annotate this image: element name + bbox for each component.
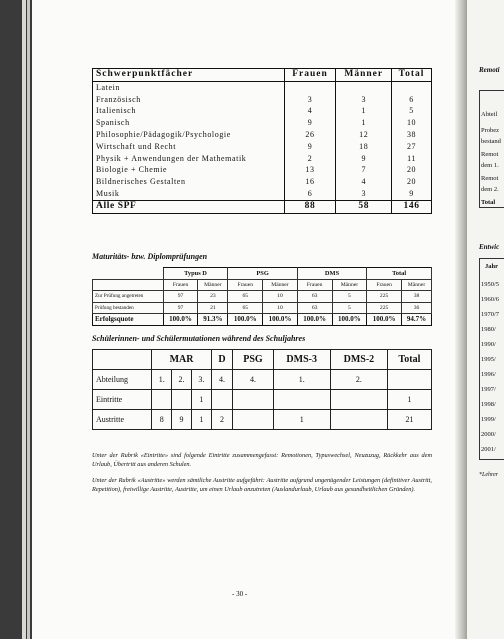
men-count: 7 [336, 164, 392, 176]
gender-header: Frauen [367, 279, 402, 291]
exam-cell: 225 [367, 291, 402, 303]
austritte-cell: 8 [152, 410, 172, 430]
quote-cell: 94.7% [401, 314, 431, 326]
right-row-label: dem 1. [481, 162, 499, 169]
abteilung-label: Abteilung [93, 370, 152, 390]
head-dms3: DMS-3 [273, 350, 330, 370]
eintritte-cell [152, 390, 172, 410]
women-count: 9 [284, 141, 336, 153]
exams-sub-row [93, 279, 432, 291]
total-row [93, 200, 432, 213]
total-count: 20 [392, 176, 432, 188]
header-subject: Schwerpunktfächer [93, 69, 285, 82]
subject-row [93, 117, 432, 129]
exam-cell: 5 [332, 302, 367, 314]
total-count: 20 [392, 164, 432, 176]
header-total: Total [392, 69, 432, 82]
right-year: 1997/ [481, 386, 496, 393]
group-typus-d: Typus D [163, 268, 228, 280]
right-row-label: dem 2. [481, 186, 499, 193]
subject-name: Wirtschaft und Recht [96, 141, 177, 151]
austritte-cell: 1 [273, 410, 330, 430]
corner-cell [93, 279, 164, 291]
subject-name: Philosophie/Pädagogik/Psychologie [96, 129, 231, 139]
women-count: 26 [284, 129, 336, 141]
total-count [392, 81, 432, 93]
total-count: 38 [392, 129, 432, 141]
mutations-head-row [93, 350, 432, 370]
right-row-label: Remot [481, 175, 499, 182]
exam-cell: 38 [401, 291, 431, 303]
men-count: 3 [336, 188, 392, 200]
right-year: 1995/ [481, 356, 496, 363]
subject-row [93, 105, 432, 117]
abteilung-row [93, 370, 432, 390]
right-row-label: bestand [481, 138, 501, 145]
women-count [284, 81, 336, 93]
total-count: 10 [392, 117, 432, 129]
eintritte-cell [273, 390, 330, 410]
women-count: 4 [284, 105, 336, 117]
subject-row [93, 176, 432, 188]
subject-row [93, 188, 432, 200]
austritte-cell [233, 410, 273, 430]
men-count: 1 [336, 117, 392, 129]
exam-cell: 36 [401, 302, 431, 314]
exams-caption: Maturitäts- bzw. Diplomprüfungen [92, 252, 208, 261]
subject-name: Französisch [96, 94, 141, 104]
exam-cell: 63 [297, 291, 332, 303]
abteilung-cell: 4. [233, 370, 273, 390]
eintritte-cell [172, 390, 192, 410]
subject-row [93, 164, 432, 176]
right-row-label: Probez [481, 127, 500, 134]
exam-cell: 5 [332, 291, 367, 303]
exam-cell: 225 [367, 302, 402, 314]
right-footnote: *Lehrer [479, 472, 499, 478]
abteilung-cell: 1. [273, 370, 330, 390]
quote-label: Erfolgsquote [93, 314, 164, 326]
abteilung-cell: 2. [330, 370, 387, 390]
right-year: 1980/ [481, 326, 496, 333]
subject-row [93, 94, 432, 106]
subject-name: Italienisch [96, 106, 136, 116]
exams-group-row [93, 268, 432, 280]
quote-row [93, 314, 432, 326]
right-year: 1950/5 [481, 281, 500, 288]
total-count: 11 [392, 153, 432, 165]
exams-table [92, 267, 432, 326]
eintritte-cell [233, 390, 273, 410]
header-women: Frauen [284, 69, 336, 82]
women-count: 16 [284, 176, 336, 188]
head-psg: PSG [233, 350, 273, 370]
exams-row [93, 302, 432, 314]
subject-row [93, 141, 432, 153]
row-label: Prüfung bestanden [93, 302, 164, 314]
right-year: 1996/ [481, 371, 496, 378]
year-head: Jahr [485, 263, 498, 270]
abteilung-cell: 4. [211, 370, 233, 390]
quote-cell: 100.0% [367, 314, 402, 326]
exam-cell: 65 [228, 302, 263, 314]
subject-name: Bildnerisches Gestalten [96, 177, 186, 187]
right-row-label: Total [481, 199, 496, 206]
total-women: 88 [284, 200, 336, 213]
right-year: 2001/ [481, 446, 496, 453]
gender-header: Männer [401, 279, 431, 291]
men-count: 9 [336, 153, 392, 165]
note-eintritte: Unter der Rubrik «Eintritte» sind folgende Eintritte zusammengefasst: Remotionen, Typuswechsel, Neuzuzug, Rückkehr aus dem Urlaub, Übertritt aus anderen Schulen. [92, 452, 432, 468]
gender-header: Frauen [228, 279, 263, 291]
total-men: 58 [336, 200, 392, 213]
subject-row [93, 81, 432, 93]
right-year: 1960/6 [481, 296, 500, 303]
right-heading: Remoti [479, 66, 500, 74]
quote-cell: 100.0% [163, 314, 198, 326]
quote-cell: 100.0% [263, 314, 298, 326]
right-heading-2: Entwic [479, 243, 500, 251]
quote-cell: 91.3% [198, 314, 228, 326]
subject-row [93, 129, 432, 141]
corner-cell [93, 350, 152, 370]
exam-cell: 65 [228, 291, 263, 303]
subject-name: Musik [96, 188, 120, 198]
women-count: 6 [284, 188, 336, 200]
men-count [336, 81, 392, 93]
subjects-table [92, 68, 432, 214]
abteilung-cell: 3. [191, 370, 211, 390]
header-men: Männer [336, 69, 392, 82]
right-row-label: Remot [481, 151, 499, 158]
head-dms2: DMS-2 [330, 350, 387, 370]
row-label: Zur Prüfung angetreten [93, 291, 164, 303]
subject-name: Physik + Anwendungen der Mathematik [96, 153, 247, 163]
total-count: 6 [392, 94, 432, 106]
austritte-cell: 1 [191, 410, 211, 430]
abteilung-cell [387, 370, 431, 390]
abteilung-cell: 2. [172, 370, 192, 390]
men-count: 1 [336, 105, 392, 117]
exam-cell: 21 [198, 302, 228, 314]
subject-row [93, 153, 432, 165]
quote-cell: 100.0% [332, 314, 367, 326]
eintritte-row [93, 390, 432, 410]
gender-header: Männer [263, 279, 298, 291]
austritte-cell [330, 410, 387, 430]
right-year: 1990/ [481, 341, 496, 348]
men-count: 4 [336, 176, 392, 188]
quote-cell: 100.0% [297, 314, 332, 326]
group-total: Total [367, 268, 432, 280]
exam-cell: 63 [297, 302, 332, 314]
total-count: 27 [392, 141, 432, 153]
group-dms: DMS [297, 268, 366, 280]
austritte-cell: 2 [211, 410, 233, 430]
exam-cell: 10 [263, 302, 298, 314]
right-year: 1970/7 [481, 311, 500, 318]
women-count: 9 [284, 117, 336, 129]
head-total: Total [387, 350, 431, 370]
men-count: 3 [336, 94, 392, 106]
group-psg: PSG [228, 268, 297, 280]
subjects-table-body [93, 81, 432, 200]
austritte-label: Austritte [93, 410, 152, 430]
subject-name: Latein [96, 82, 121, 92]
page-edge [27, 0, 30, 639]
total-label: Alle SPF [93, 200, 285, 213]
women-count: 3 [284, 94, 336, 106]
gender-header: Frauen [297, 279, 332, 291]
exam-cell: 23 [198, 291, 228, 303]
note-austritte: Unter der Rubrik «Austritte» werden sämtliche Austritte aufgeführt: Austritte aufgrund ungenügender Leistungen (definitiver Austritt, Repetition), freiwillige Austritte, Austritte, um einen Urlaub anzutreten (Auslandurlaub, Urlaub aus gesundheitlichen Gründen). [92, 477, 432, 493]
subject-name: Biologie + Chemie [96, 165, 168, 175]
men-count: 12 [336, 129, 392, 141]
gender-header: Männer [332, 279, 367, 291]
women-count: 13 [284, 164, 336, 176]
total-count: 5 [392, 105, 432, 117]
men-count: 18 [336, 141, 392, 153]
quote-cell: 100.0% [228, 314, 263, 326]
right-year: 1998/ [481, 401, 496, 408]
eintritte-cell [211, 390, 233, 410]
gender-header: Frauen [163, 279, 198, 291]
gender-header: Männer [198, 279, 228, 291]
right-page [467, 0, 504, 639]
austritte-cell: 21 [387, 410, 431, 430]
exam-cell: 97 [163, 291, 198, 303]
mutations-table [92, 349, 432, 430]
page-number: - 30 - [232, 590, 248, 598]
mutations-caption: Schülerinnen- und Schülermutationen während des Schuljahres [92, 334, 306, 343]
right-row-label: Abteil [481, 111, 498, 118]
eintritte-cell [330, 390, 387, 410]
exam-cell: 97 [163, 302, 198, 314]
right-year: 1999/ [481, 416, 496, 423]
right-year: 2000/ [481, 431, 496, 438]
page-edge [22, 0, 26, 639]
subject-name: Spanisch [96, 118, 130, 128]
total-all: 146 [392, 200, 432, 213]
austritte-cell: 9 [172, 410, 192, 430]
head-mar: MAR [152, 350, 211, 370]
austritte-row [93, 410, 432, 430]
head-d: D [211, 350, 233, 370]
corner-cell [93, 268, 164, 280]
exams-row [93, 291, 432, 303]
eintritte-cell: 1 [191, 390, 211, 410]
women-count: 2 [284, 153, 336, 165]
exam-cell: 10 [263, 291, 298, 303]
total-count: 9 [392, 188, 432, 200]
eintritte-cell: 1 [387, 390, 431, 410]
abteilung-cell: 1. [152, 370, 172, 390]
eintritte-label: Eintritte [93, 390, 152, 410]
